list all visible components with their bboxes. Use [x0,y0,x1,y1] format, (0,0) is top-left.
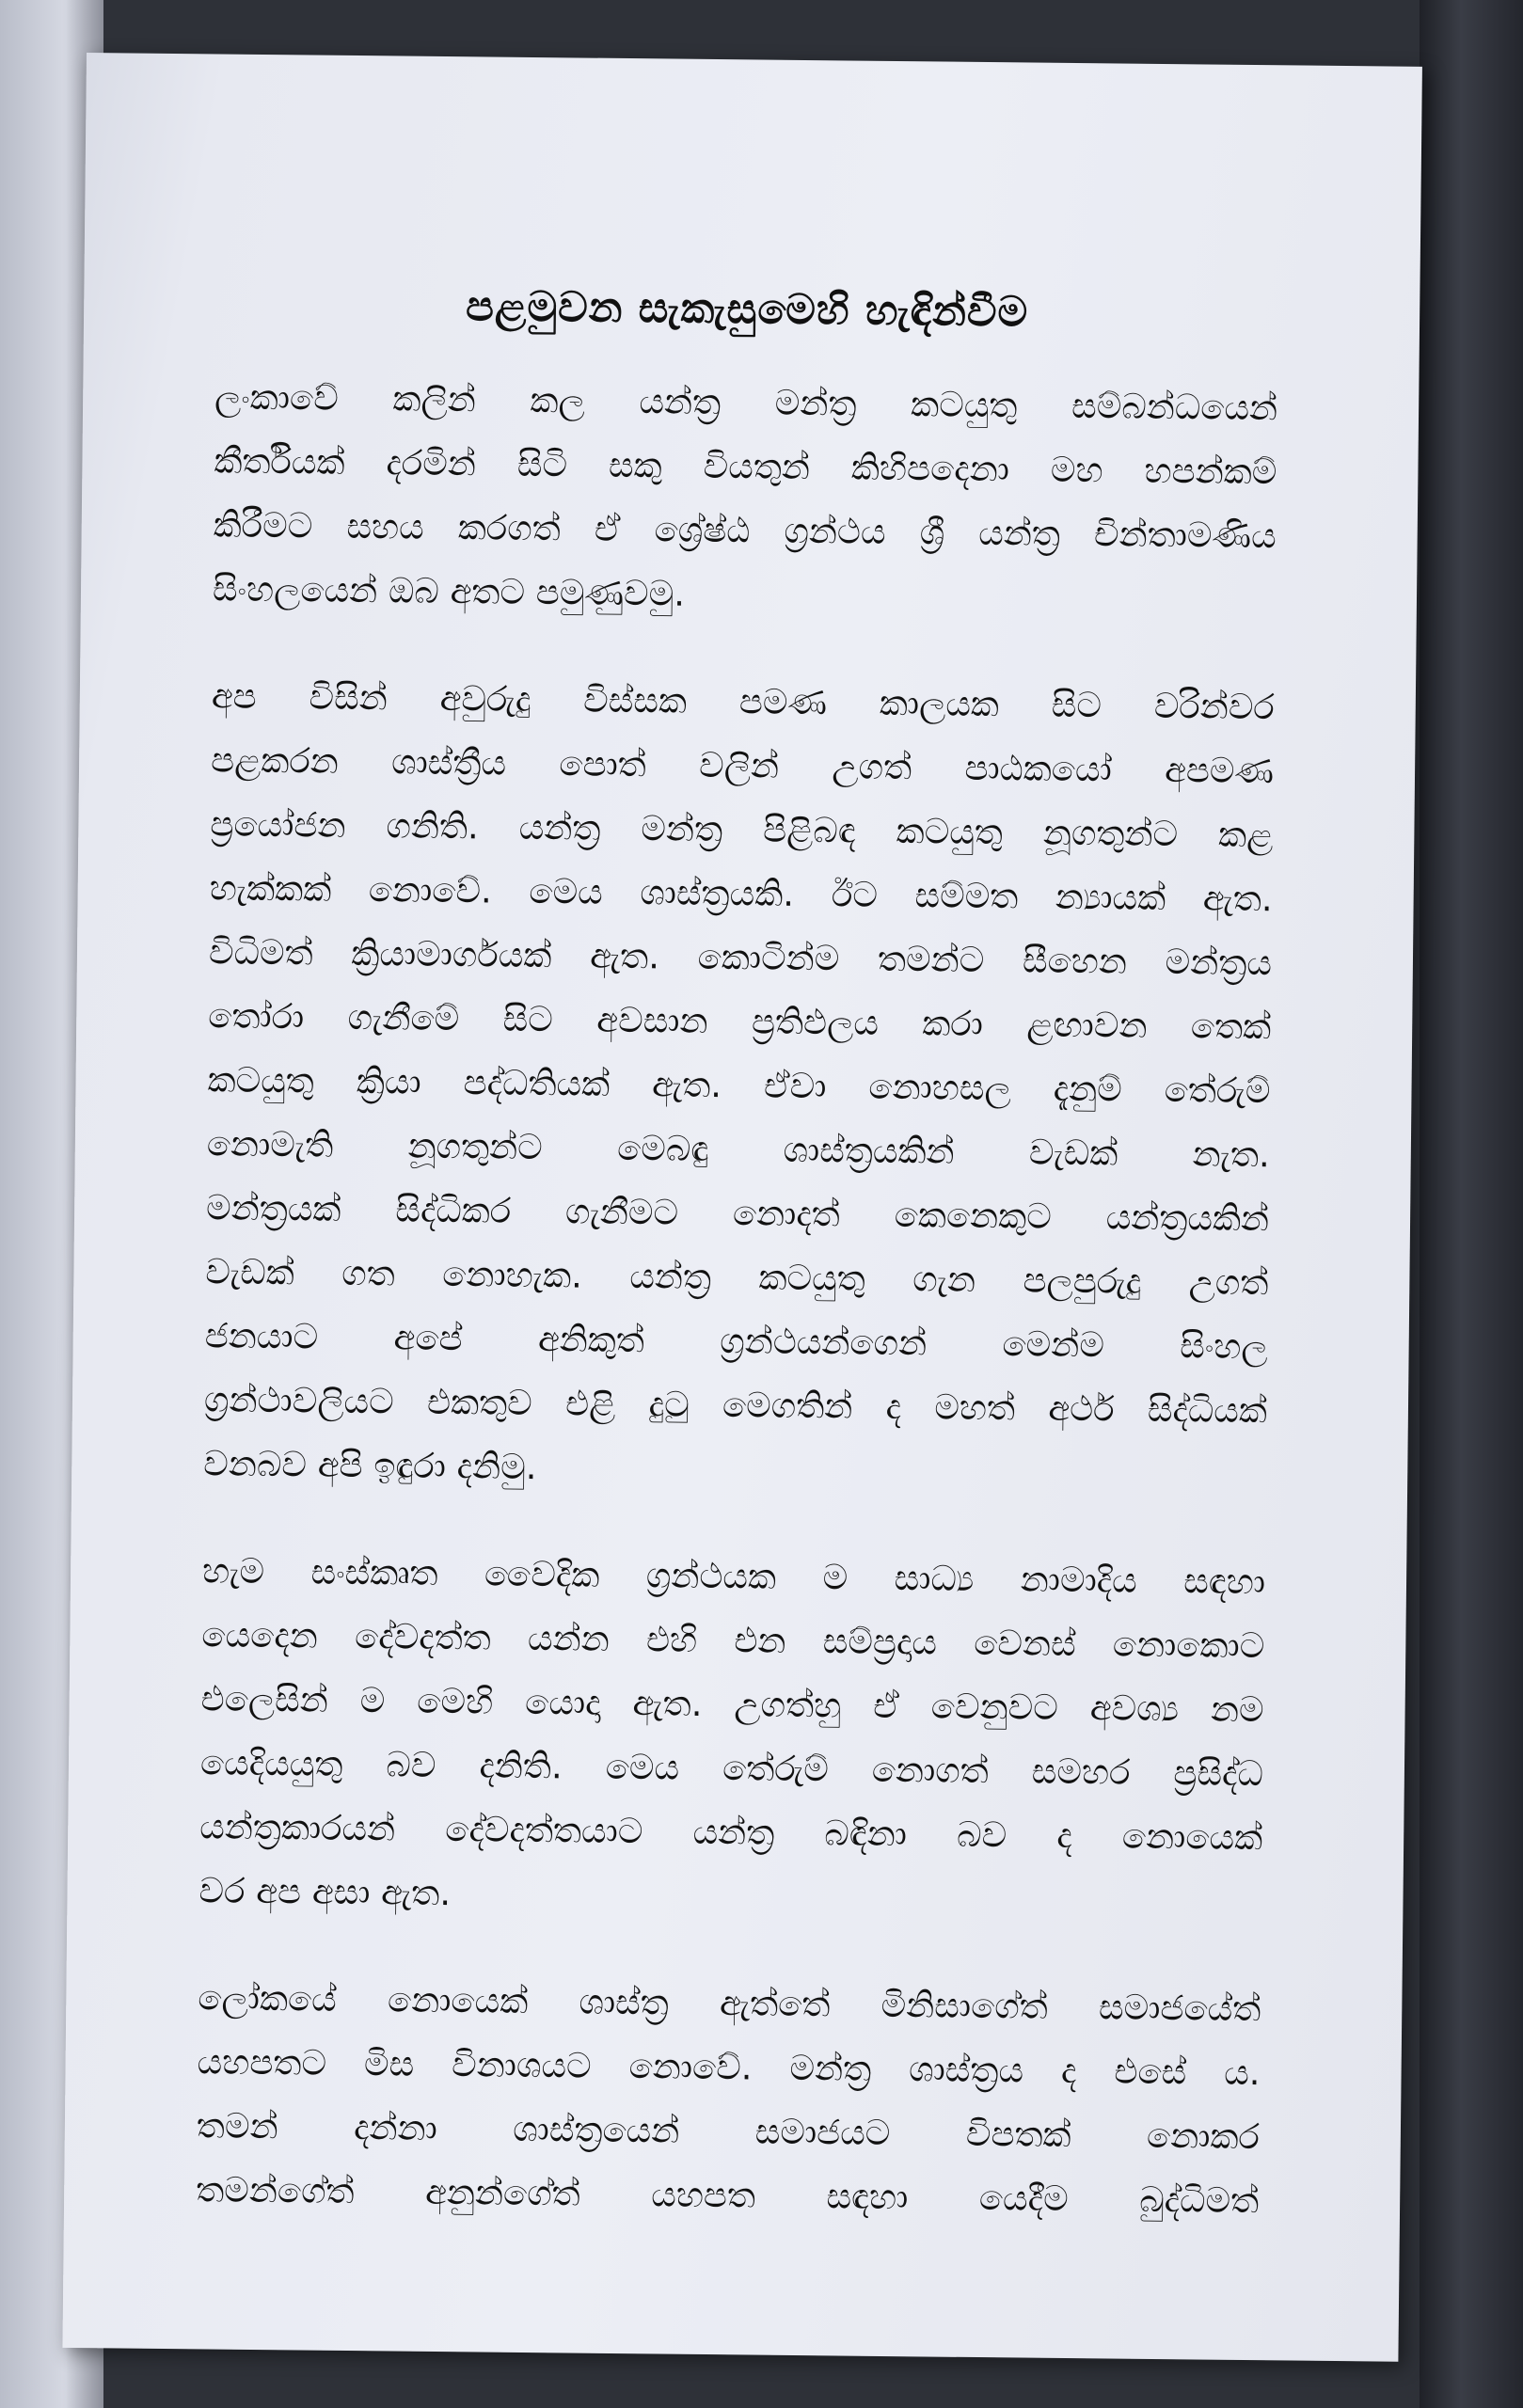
text-line: යෙදියයුතු බව දනිති. මෙය තේරුම් නොගත් සමහර ප්‍රසිද්ධ [199,1742,1264,1795]
text-line: පළකරන ශාස්ත්‍රීය පොත් වලින් උගත් පාඨකයෝ අපමණ [210,739,1275,792]
text-line: කීර්තියක් දරමින් සිටි සකු වියතුන් කිහිපදෙනා මහ හපන්කම් [214,440,1277,493]
text-line: විධිමත් ක්‍රියාමාර්ගයක් ඇත. කොටින්ම තමන්ට සීහෙන මන්ත්‍රය [208,931,1273,984]
text-line: තමන්ගේත් අනුන්ගේත් යහපත සඳහා යෙදීම බුද්ධිමත් [195,2169,1260,2222]
text-line: ප්‍රයෝජන ගනිති. යන්ත්‍ර මන්ත්‍ර පිළිබඳ කටයුතු නූගතුන්ට කළ [210,803,1274,856]
text-line: යෙදෙන දේවදත්ත යන්න එහි එන සම්ප්‍රදාය වෙනස් නොකොට [201,1614,1265,1667]
text-line: යහපතට මිස විනාශයට නොවේ. මන්ත්‍ර ශාස්ත්‍රය ද එසේ ය. [197,2041,1261,2094]
text-line: යන්ත්‍රකාරයන් දේවදත්තයාට යන්ත්‍ර බඳිනා බව ද නොයෙක් [199,1806,1263,1859]
text-line: වනබව අපි ඉඳුරා දනිමු. [203,1443,537,1488]
book-page [62,53,1421,2362]
text-line: ජනයාට අපේ අනිකුත් ග්‍රන්ථයන්ගෙන් මෙන්ම සිංහල [204,1315,1268,1368]
paragraph-1 [213,365,1278,632]
text-line: වැඩක් ගත නොහැක. යන්ත්‍ර කටයුතු ගැන පලපුරුදු උගත් [205,1251,1269,1304]
page-title: පළමුවන සැකැසුමෙහි හැඳින්වීම [465,282,1029,337]
paragraph-3 [198,1539,1265,1934]
page-content [195,279,1278,2276]
text-line: හැම සංස්කෘත වෛදික ග්‍රන්ථයක ම සාධ්‍ය නාමාදිය සඳහා [201,1550,1266,1603]
paragraph-4 [196,1966,1261,2233]
text-line: ග්‍රන්ථාවලියට එකතුව එළි දුටු මෙගතින් ද මහත් අර්ථ සිද්ධියක් [203,1379,1268,1432]
text-line: කිරීමට සහය කරගත් ඒ ශ්‍රේෂ්ඨ ග්‍රන්ථය ශ්‍රී යන්ත්‍ර චින්තාමණිය [213,504,1277,557]
text-line: කටයුතු ක්‍රියා පද්ධතියක් ඇත. ඒවා නොහසල දැනුම් තේරුම් [207,1059,1271,1112]
text-line: තමන් දන්නා ශාස්ත්‍රයෙන් සමාජයට විපතක් නොකර [196,2105,1261,2158]
text-line: එලෙසින් ම මෙහි යොදා ඇත. උගත්හු ඒ වෙනුවට අවශ්‍ය නම [200,1678,1264,1731]
text-line: ලංකාවේ කලින් කල යන්ත්‍ර මන්ත්‍ර කටයුතු සම්බන්ධයෙන් [214,376,1278,429]
text-line: මන්ත්‍රයක් සිද්ධිකර ගැනීමට නොදත් කෙනෙකුට යන්ත්‍රයකින් [205,1187,1270,1240]
text-line: හැක්කක් නොවේ. මෙය ශාස්ත්‍රයකි. ඊට සම්මත න්‍යායක් ඇත. [209,867,1273,920]
text-line: නොමැති නූගතුන්ට මෙබඳු ශාස්ත්‍රයකින් වැඩක් නැත. [206,1123,1271,1176]
text-line: වර අප අසා ඇත. [198,1870,452,1914]
text-line: අප විසින් අවුරුදු විස්සක පමණ කාලයක සිට වරින්වර [211,675,1276,728]
paragraph-2 [203,664,1275,1507]
text-line: සිංහලයෙන් ඔබ අතට පමුණුවමු. [212,568,686,614]
background-shelf [1420,0,1523,2408]
text-line: ලෝකයේ නොයෙක් ශාස්ත්‍ර ඇත්තේ මිනිසාගේත් සමාජයේත් [198,1977,1261,2030]
text-line: තෝරා ගැනීමේ සිට අවසාන ප්‍රතිඵලය කරා ළඟාවන තෙක් [208,995,1272,1048]
